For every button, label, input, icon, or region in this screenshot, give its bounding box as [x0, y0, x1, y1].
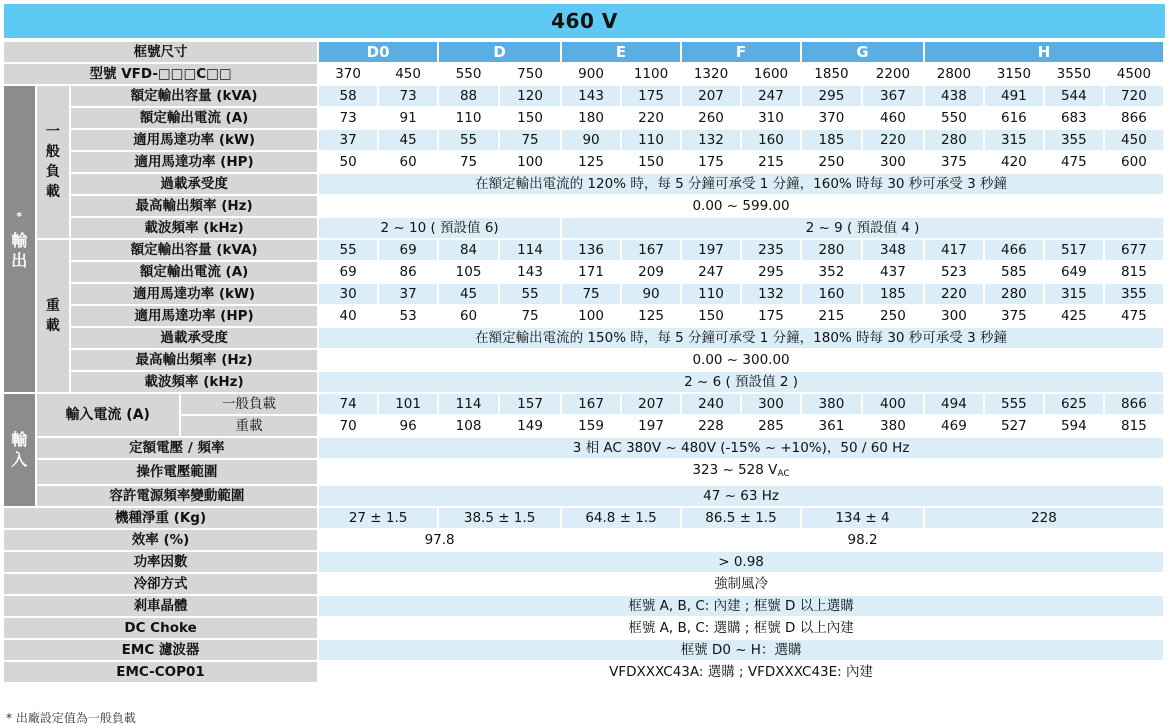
- overload-label: 過載承受度: [71, 328, 319, 350]
- value-cell: 475: [1045, 152, 1105, 174]
- dc-choke-value: 框號 A, B, C: 選購 ; 框號 D 以上內建: [319, 618, 1165, 640]
- row-label: 適用馬達功率 (HP): [71, 306, 319, 328]
- weight-value: 86.5 ± 1.5: [682, 508, 802, 530]
- value-cell: 285: [742, 416, 802, 438]
- input-group-char: 輸: [11, 430, 28, 449]
- value-cell: 375: [925, 152, 985, 174]
- row-label: 適用馬達功率 (kW): [71, 284, 319, 306]
- value-cell: 105: [439, 262, 500, 284]
- value-cell: 73: [379, 86, 439, 108]
- value-cell: 866: [1105, 108, 1165, 130]
- input-group-char: 入: [11, 450, 28, 469]
- op-range-unit: AC: [777, 469, 790, 479]
- table-row: [4, 350, 1165, 372]
- table-row: [4, 662, 1165, 684]
- table-row: [4, 130, 1165, 152]
- table-row: [4, 618, 1165, 640]
- value-cell: 159: [562, 416, 622, 438]
- value-cell: 544: [1045, 86, 1105, 108]
- frame-e: E: [562, 42, 682, 64]
- value-cell: 150: [622, 152, 682, 174]
- value-cell: 280: [802, 240, 863, 262]
- value-cell: 469: [925, 416, 985, 438]
- value-cell: 100: [500, 152, 562, 174]
- weight-value: 38.5 ± 1.5: [439, 508, 562, 530]
- value-cell: 180: [562, 108, 622, 130]
- emc-cop-value: VFDXXXC43A: 選購 ; VFDXXXC43E: 內建: [319, 662, 1165, 684]
- value-cell: 600: [1105, 152, 1165, 174]
- value-cell: 207: [682, 86, 742, 108]
- max-freq-label: 最高輸出頻率 (Hz): [71, 350, 319, 372]
- value-cell: 215: [802, 306, 863, 328]
- input-current-label: 輸入電流 (A): [37, 394, 181, 438]
- voltage-label: 定額電壓 / 頻率: [37, 438, 320, 460]
- weight-value: 228: [925, 508, 1165, 530]
- voltage-value: 3 相 AC 380V ~ 480V (-15% ~ +10%)，50 / 60 Hz: [319, 438, 1165, 460]
- value-cell: 352: [802, 262, 863, 284]
- value-cell: 417: [925, 240, 985, 262]
- emc-filter-value: 框號 D0 ~ H：選購: [319, 640, 1165, 662]
- value-cell: 300: [925, 306, 985, 328]
- frame-g: G: [802, 42, 925, 64]
- table-row: [4, 284, 1165, 306]
- value-cell: 84: [439, 240, 500, 262]
- input-normal-label: 一般負載: [181, 394, 319, 416]
- value-cell: 90: [622, 284, 682, 306]
- value-cell: 380: [863, 416, 925, 438]
- table-row: [4, 438, 1165, 460]
- value-cell: 517: [1045, 240, 1105, 262]
- value-cell: 815: [1105, 262, 1165, 284]
- input-group-label: [4, 394, 37, 508]
- table-row: [4, 218, 1165, 240]
- value-cell: 55: [439, 130, 500, 152]
- value-cell: 625: [1045, 394, 1105, 416]
- value-cell: 527: [985, 416, 1045, 438]
- row-label: 額定輸出電流 (A): [71, 262, 319, 284]
- value-cell: 110: [439, 108, 500, 130]
- value-cell: 400: [863, 394, 925, 416]
- value-cell: 50: [319, 152, 379, 174]
- value-cell: 250: [863, 306, 925, 328]
- table-row: [4, 196, 1165, 218]
- value-cell: 60: [379, 152, 439, 174]
- value-cell: 96: [379, 416, 439, 438]
- input-heavy-label: 重載: [181, 416, 319, 438]
- value-cell: 494: [925, 394, 985, 416]
- sub-label-char: 般: [45, 144, 60, 160]
- value-cell: 375: [985, 306, 1045, 328]
- value-cell: 175: [742, 306, 802, 328]
- value-cell: 207: [622, 394, 682, 416]
- value-cell: 247: [742, 86, 802, 108]
- value-cell: 125: [622, 306, 682, 328]
- brake-label: 剎車晶體: [4, 596, 319, 618]
- value-cell: 132: [742, 284, 802, 306]
- power-factor-value: > 0.98: [319, 552, 1165, 574]
- spec-table: [4, 42, 1165, 684]
- emc-cop-label: EMC-COP01: [4, 662, 319, 684]
- value-cell: 110: [622, 130, 682, 152]
- value-cell: 40: [319, 306, 379, 328]
- value-cell: 380: [802, 394, 863, 416]
- spec-table-body: [4, 42, 1165, 684]
- freq-var-label: 容許電源頻率變動範圍: [37, 486, 320, 508]
- freq-var-value: 47 ~ 63 Hz: [319, 486, 1165, 508]
- value-cell: 220: [622, 108, 682, 130]
- value-cell: 240: [682, 394, 742, 416]
- power-factor-label: 功率因數: [4, 552, 319, 574]
- carrier-value-b: 2 ~ 9 ( 預設值 4 ): [562, 218, 1165, 240]
- value-cell: 120: [500, 86, 562, 108]
- value-cell: 175: [622, 86, 682, 108]
- value-cell: 649: [1045, 262, 1105, 284]
- value-cell: 197: [622, 416, 682, 438]
- value-cell: 475: [1105, 306, 1165, 328]
- value-cell: 167: [562, 394, 622, 416]
- carrier-label: 載波頻率 (kHz): [71, 372, 319, 394]
- value-cell: 55: [500, 284, 562, 306]
- value-cell: 295: [742, 262, 802, 284]
- value-cell: 594: [1045, 416, 1105, 438]
- carrier-value-a: 2 ~ 10 ( 預設值 6): [319, 218, 562, 240]
- value-cell: 280: [925, 130, 985, 152]
- value-cell: 750: [500, 64, 562, 86]
- value-cell: 260: [682, 108, 742, 130]
- overload-value: 在額定輸出電流的 150% 時，每 5 分鐘可承受 1 分鐘，180% 時每 30 秒可承受 3 秒鐘: [319, 328, 1165, 350]
- value-cell: 91: [379, 108, 439, 130]
- value-cell: 370: [319, 64, 379, 86]
- value-cell: 228: [682, 416, 742, 438]
- weight-value: 27 ± 1.5: [319, 508, 439, 530]
- value-cell: 4500: [1105, 64, 1165, 86]
- value-cell: 125: [562, 152, 622, 174]
- output-group-char: 出: [11, 251, 28, 271]
- emc-filter-label: EMC 濾波器: [4, 640, 319, 662]
- value-cell: 160: [802, 284, 863, 306]
- table-row: [4, 306, 1165, 328]
- table-row: [4, 508, 1165, 530]
- value-cell: 250: [802, 152, 863, 174]
- output-group-char: 輸: [11, 231, 28, 251]
- row-label: 額定輸出容量 (kVA): [71, 240, 319, 262]
- value-cell: 300: [863, 152, 925, 174]
- cooling-value: 強制風冷: [319, 574, 1165, 596]
- value-cell: 491: [985, 86, 1045, 108]
- value-cell: 2800: [925, 64, 985, 86]
- output-group-label: [4, 86, 37, 394]
- value-cell: 167: [622, 240, 682, 262]
- value-cell: 550: [925, 108, 985, 130]
- weight-label: 機種淨重 (Kg): [4, 508, 319, 530]
- dc-choke-label: DC Choke: [4, 618, 319, 640]
- brake-value: 框號 A, B, C: 內建 ; 框號 D 以上選購: [319, 596, 1165, 618]
- value-cell: 74: [319, 394, 379, 416]
- value-cell: 157: [500, 394, 562, 416]
- value-cell: 100: [562, 306, 622, 328]
- value-cell: 866: [1105, 394, 1165, 416]
- value-cell: 1100: [622, 64, 682, 86]
- value-cell: 450: [1105, 130, 1165, 152]
- value-cell: 150: [682, 306, 742, 328]
- value-cell: 460: [863, 108, 925, 130]
- table-row: [4, 574, 1165, 596]
- value-cell: 136: [562, 240, 622, 262]
- table-row: [4, 328, 1165, 350]
- value-cell: 75: [500, 130, 562, 152]
- frame-d: D: [439, 42, 562, 64]
- sub-label-char: 重: [45, 298, 60, 314]
- value-cell: 900: [562, 64, 622, 86]
- table-row: [4, 42, 1165, 64]
- value-cell: 420: [985, 152, 1045, 174]
- efficiency-label: 效率 (%): [4, 530, 319, 552]
- value-cell: 2200: [863, 64, 925, 86]
- value-cell: 86: [379, 262, 439, 284]
- value-cell: 616: [985, 108, 1045, 130]
- table-row: [4, 552, 1165, 574]
- value-cell: 143: [562, 86, 622, 108]
- sub-label-char: 負: [45, 164, 60, 180]
- frame-h: H: [925, 42, 1165, 64]
- frame-d0: D0: [319, 42, 439, 64]
- table-row: [4, 108, 1165, 130]
- value-cell: 1320: [682, 64, 742, 86]
- value-cell: 132: [682, 130, 742, 152]
- value-cell: 185: [802, 130, 863, 152]
- table-row: [4, 64, 1165, 86]
- value-cell: 247: [682, 262, 742, 284]
- value-cell: 171: [562, 262, 622, 284]
- row-label: 適用馬達功率 (HP): [71, 152, 319, 174]
- value-cell: 90: [562, 130, 622, 152]
- value-cell: 1850: [802, 64, 863, 86]
- table-row: [4, 262, 1165, 284]
- value-cell: 37: [319, 130, 379, 152]
- overload-label: 過載承受度: [71, 174, 319, 196]
- value-cell: 3150: [985, 64, 1045, 86]
- value-cell: 361: [802, 416, 863, 438]
- value-cell: 110: [682, 284, 742, 306]
- efficiency-value-b: 98.2: [562, 530, 1165, 552]
- value-cell: 45: [439, 284, 500, 306]
- table-row: [4, 596, 1165, 618]
- value-cell: 280: [985, 284, 1045, 306]
- table-row: [4, 640, 1165, 662]
- value-cell: 315: [985, 130, 1045, 152]
- table-row: [4, 174, 1165, 196]
- value-cell: 209: [622, 262, 682, 284]
- carrier-value: 2 ~ 6 ( 預設值 2 ): [319, 372, 1165, 394]
- value-cell: 45: [379, 130, 439, 152]
- row-label: 適用馬達功率 (kW): [71, 130, 319, 152]
- value-cell: 683: [1045, 108, 1105, 130]
- normal_duty-sub-label: [37, 86, 72, 240]
- value-cell: 149: [500, 416, 562, 438]
- value-cell: 53: [379, 306, 439, 328]
- carrier-label: 載波頻率 (kHz): [71, 218, 319, 240]
- value-cell: 197: [682, 240, 742, 262]
- value-cell: 60: [439, 306, 500, 328]
- op-range-label: 操作電壓範圍: [37, 460, 320, 486]
- value-cell: 73: [319, 108, 379, 130]
- value-cell: 114: [500, 240, 562, 262]
- value-cell: 70: [319, 416, 379, 438]
- value-cell: 88: [439, 86, 500, 108]
- value-cell: 370: [802, 108, 863, 130]
- max-freq-value: 0.00 ~ 300.00: [319, 350, 1165, 372]
- value-cell: 220: [863, 130, 925, 152]
- value-cell: 75: [500, 306, 562, 328]
- value-cell: 114: [439, 394, 500, 416]
- value-cell: 585: [985, 262, 1045, 284]
- value-cell: 108: [439, 416, 500, 438]
- op-range-value: [319, 460, 1165, 486]
- value-cell: 75: [562, 284, 622, 306]
- efficiency-value-a: 97.8: [319, 530, 562, 552]
- value-cell: 160: [742, 130, 802, 152]
- value-cell: 150: [500, 108, 562, 130]
- value-cell: 235: [742, 240, 802, 262]
- table-row: [4, 372, 1165, 394]
- value-cell: 58: [319, 86, 379, 108]
- table-row: [4, 86, 1165, 108]
- voltage-title: 460 V: [4, 4, 1165, 38]
- value-cell: 310: [742, 108, 802, 130]
- overload-value: 在額定輸出電流的 120% 時，每 5 分鐘可承受 1 分鐘，160% 時每 30 秒可承受 3 秒鐘: [319, 174, 1165, 196]
- max-freq-value: 0.00 ~ 599.00: [319, 196, 1165, 218]
- heavy_duty-sub-label: [37, 240, 72, 394]
- table-row: [4, 394, 1165, 416]
- value-cell: 3550: [1045, 64, 1105, 86]
- value-cell: 75: [439, 152, 500, 174]
- row-label: 額定輸出電流 (A): [71, 108, 319, 130]
- cooling-label: 冷卻方式: [4, 574, 319, 596]
- table-row: [4, 530, 1165, 552]
- value-cell: 175: [682, 152, 742, 174]
- value-cell: 550: [439, 64, 500, 86]
- weight-value: 64.8 ± 1.5: [562, 508, 682, 530]
- footnote: * 出廠設定值為一般負載: [6, 711, 136, 725]
- value-cell: 450: [379, 64, 439, 86]
- value-cell: 101: [379, 394, 439, 416]
- sub-label-char: 載: [45, 184, 60, 200]
- value-cell: 720: [1105, 86, 1165, 108]
- value-cell: 295: [802, 86, 863, 108]
- value-cell: 69: [379, 240, 439, 262]
- value-cell: 523: [925, 262, 985, 284]
- value-cell: 185: [863, 284, 925, 306]
- value-cell: 367: [863, 86, 925, 108]
- value-cell: 348: [863, 240, 925, 262]
- value-cell: 466: [985, 240, 1045, 262]
- weight-value: 134 ± 4: [802, 508, 925, 530]
- asterisk: *: [16, 209, 23, 223]
- sub-label-char: 一: [45, 124, 60, 140]
- table-row: [4, 240, 1165, 262]
- max-freq-label: 最高輸出頻率 (Hz): [71, 196, 319, 218]
- value-cell: 30: [319, 284, 379, 306]
- value-cell: 37: [379, 284, 439, 306]
- frame-f: F: [682, 42, 802, 64]
- value-cell: 215: [742, 152, 802, 174]
- value-cell: 315: [1045, 284, 1105, 306]
- value-cell: 55: [319, 240, 379, 262]
- model-label: 型號 VFD-□□□C□□: [4, 64, 319, 86]
- value-cell: 438: [925, 86, 985, 108]
- value-cell: 437: [863, 262, 925, 284]
- op-range-text: 323 ~ 528 V: [692, 462, 778, 478]
- value-cell: 815: [1105, 416, 1165, 438]
- value-cell: 69: [319, 262, 379, 284]
- table-row: [4, 460, 1165, 486]
- table-row: [4, 486, 1165, 508]
- value-cell: 677: [1105, 240, 1165, 262]
- row-label: 額定輸出容量 (kVA): [71, 86, 319, 108]
- value-cell: 1600: [742, 64, 802, 86]
- value-cell: 355: [1105, 284, 1165, 306]
- table-row: [4, 152, 1165, 174]
- value-cell: 555: [985, 394, 1045, 416]
- value-cell: 355: [1045, 130, 1105, 152]
- value-cell: 220: [925, 284, 985, 306]
- sub-label-char: 載: [45, 318, 60, 334]
- value-cell: 300: [742, 394, 802, 416]
- value-cell: 143: [500, 262, 562, 284]
- frame-size-label: 框號尺寸: [4, 42, 319, 64]
- value-cell: 425: [1045, 306, 1105, 328]
